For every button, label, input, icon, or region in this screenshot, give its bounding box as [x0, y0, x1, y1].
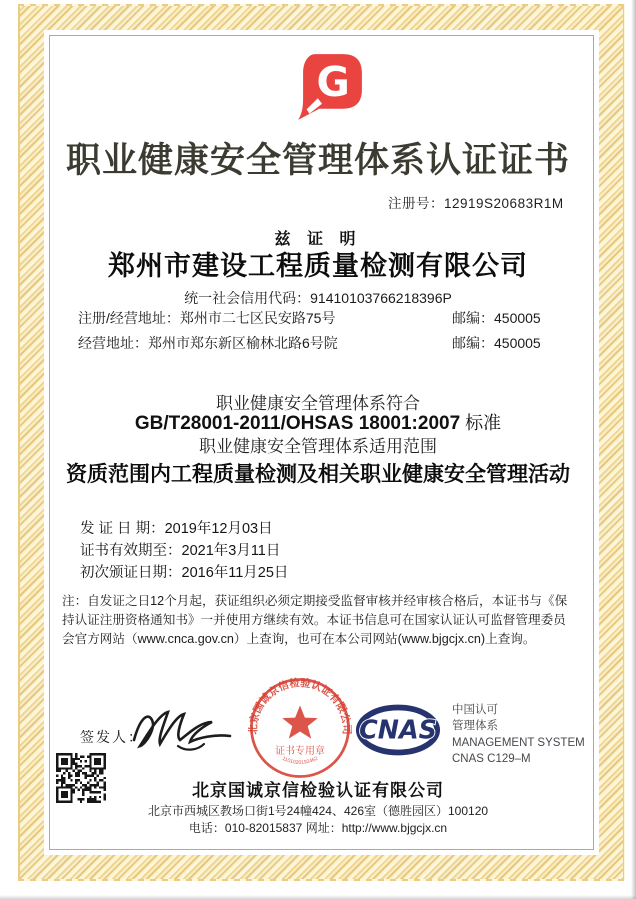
- issuer-address: 北京市西城区教场口街1号24幢424、426室（德胜园区）100120: [147, 804, 489, 818]
- seal-number: 1101020192462: [281, 755, 319, 766]
- certificate-note: 注：自发证之日12个月起，获证组织必须定期接受监督审核并经审核合格后，本证书与《保持认证注册资格通知书》一并使用方继续有效。本证书信息可在国家认证认可监督管理委员会官方网站（www.cnca.gov.cn）上查询，也可在本公司网站(www.bjgcjx.cn)上查询。: [62, 594, 568, 647]
- seal-icon: [248, 676, 352, 780]
- issuer-phone: 010-82015837: [224, 821, 303, 835]
- certify-heading: 兹 证 明: [274, 231, 362, 248]
- credit-code-label: 统一社会信用代码：: [184, 290, 311, 306]
- scan-edge-shadow-bottom: [0, 895, 636, 899]
- issuer-website-label: 网址：: [305, 821, 342, 835]
- certification-scope: 资质范围内工程质量检测及相关职业健康安全管理活动: [66, 463, 570, 486]
- operating-postcode-value: 450005: [494, 335, 541, 351]
- cnas-logo-icon: [354, 701, 442, 759]
- certificate-title: 职业健康安全管理体系认证证书: [65, 141, 570, 180]
- registered-address-row: [78, 308, 335, 328]
- issuer-phone-label: 电话：: [188, 821, 225, 835]
- first-issue-row: [80, 561, 288, 582]
- registration-number-row: [388, 192, 564, 212]
- cnas-line1: 中国认可: [452, 704, 498, 716]
- registered-postcode-row: [452, 308, 541, 328]
- standard-conformity-line: 职业健康安全管理体系符合: [216, 394, 420, 413]
- first-issue-value: 2016年11月25日: [181, 565, 289, 581]
- issuer-company-name: 北京国诚京信检验认证有限公司: [192, 781, 444, 800]
- first-issue-label: 初次颁证日期：: [80, 565, 182, 581]
- valid-until-label: 证书有效期至：: [80, 543, 182, 559]
- issue-date-value: 2019年12月03日: [164, 521, 273, 537]
- issuer-website: http://www.bjgcjx.cn: [341, 821, 448, 835]
- svg-text:G: G: [316, 58, 350, 107]
- operating-postcode-row: [452, 333, 541, 353]
- cnas-line4: CNAS C129–M: [452, 752, 531, 765]
- seal-inner-text: 证书专用章: [275, 746, 325, 757]
- cnas-line2: 管理体系: [452, 720, 498, 733]
- operating-postcode-label: 邮编：: [452, 335, 494, 351]
- signer-label: 签发人：: [80, 729, 144, 745]
- certified-company-name: 郑州市建设工程质量检测有限公司: [108, 251, 528, 281]
- valid-until-value: 2021年3月11日: [181, 543, 281, 559]
- registered-postcode-value: 450005: [494, 310, 541, 326]
- certifier-logo-icon: [294, 50, 364, 124]
- credit-code-value: 91410103766218396P: [310, 290, 452, 306]
- standard-suffix: 标准: [460, 413, 502, 433]
- valid-until-row: [80, 539, 280, 560]
- issue-date-label: 发 证 日 期：: [80, 521, 165, 537]
- issue-date-row: [80, 517, 273, 538]
- seal-ring-text: 北京国诚京信检验认证有限公司: [248, 678, 352, 735]
- red-company-seal: [248, 676, 352, 780]
- cnas-logo: [354, 701, 442, 759]
- registration-label: 注册号：: [388, 196, 444, 211]
- signature-handwriting: [126, 700, 252, 756]
- standard-code: GB/T28001-2011/OHSAS 18001:2007: [134, 413, 461, 434]
- registration-number: 12919S20683R1M: [444, 196, 564, 211]
- cnas-logo-text: CNAS: [359, 714, 437, 745]
- signature-icon: [126, 700, 252, 756]
- cnas-accreditation-text: [452, 702, 585, 767]
- issuer-contact-row: [0, 819, 636, 836]
- registered-postcode-label: 邮编：: [452, 310, 494, 326]
- svg-text:1101020192462: [281, 756, 319, 766]
- operating-address-row: [78, 333, 338, 353]
- operating-address-value: 郑州市郑东新区榆林北路6号院: [148, 335, 338, 351]
- operating-address-label: 经营地址：: [78, 335, 148, 351]
- scan-edge-shadow-right: [631, 0, 636, 899]
- scope-heading-line: 职业健康安全管理体系适用范围: [199, 437, 437, 456]
- cnas-line3: MANAGEMENT SYSTEM: [452, 736, 585, 749]
- g-logo-icon: [294, 50, 364, 124]
- credit-code-row: [0, 288, 636, 308]
- registered-address-label: 注册/经营地址：: [78, 310, 180, 326]
- registered-address-value: 郑州市二七区民安路75号: [179, 310, 336, 326]
